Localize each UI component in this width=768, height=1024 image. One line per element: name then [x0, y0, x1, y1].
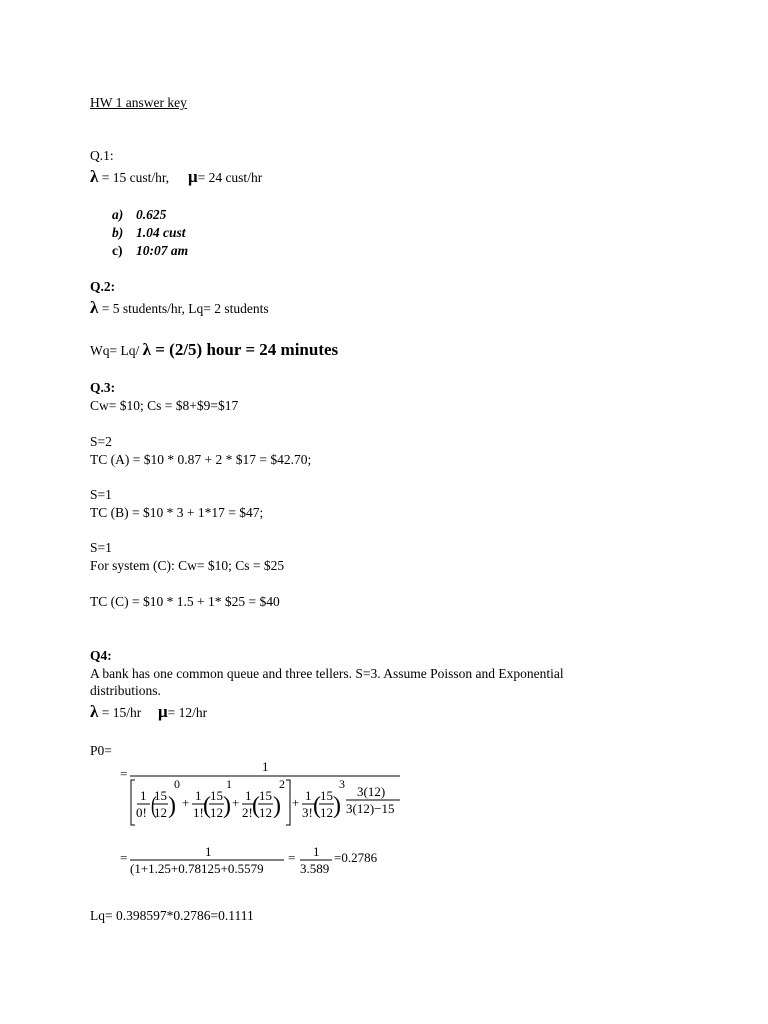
q3-tc-b: TC (B) = $10 * 3 + 1*17 = $47;: [90, 505, 264, 520]
left-bracket: [131, 780, 135, 825]
q4-lambda-text: = 15/hr: [98, 705, 142, 720]
term-denominator: 12: [259, 805, 272, 820]
q3-costs: Cw= $10; Cs = $8+$9=$17: [90, 398, 239, 413]
right-bracket: [286, 780, 290, 825]
factorial: 0!: [136, 805, 147, 820]
q3-system-c: For system (C): Cw= $10; Cs = $25: [90, 558, 285, 573]
q3-tc-a: TC (A) = $10 * 0.87 + 2 * $17 = $42.70;: [90, 452, 312, 467]
term-denominator: 12: [210, 805, 223, 820]
left-paren: (: [203, 793, 211, 819]
term-numerator: 1: [245, 788, 252, 803]
equals-sign: =: [288, 850, 296, 865]
exponent: 2: [279, 777, 285, 791]
plus-sign: +: [292, 795, 300, 810]
term-denominator: 12: [320, 805, 333, 820]
plus-sign: +: [182, 795, 190, 810]
denominator: (1+1.25+0.78125+0.5579: [130, 861, 264, 876]
left-paren: (: [151, 793, 157, 819]
numerator: 1: [205, 844, 212, 859]
list-marker: a): [112, 207, 124, 222]
plus-sign: +: [232, 795, 240, 810]
right-paren: ): [273, 793, 281, 819]
right-paren: ): [168, 793, 176, 819]
term-denominator: 3(12)−15: [346, 801, 395, 816]
mu-symbol: μ: [157, 702, 168, 721]
q4-mu-text: = 12/hr: [167, 705, 208, 720]
q2-heading: Q.2:: [90, 279, 116, 294]
left-paren: (: [252, 793, 260, 819]
numerator: 1: [262, 759, 269, 774]
q4-desc-line2: distributions.: [90, 683, 161, 698]
equals-sign: =: [120, 766, 128, 781]
page-title: HW 1 answer key: [90, 95, 187, 110]
answer-text: 0.625: [136, 207, 167, 222]
q1-lambda-text: = 15 cust/hr,: [98, 170, 170, 185]
q2-wq-prefix: Wq= Lq/: [90, 343, 143, 358]
list-marker: b): [112, 225, 124, 240]
numerator: 1: [313, 844, 320, 859]
q2-line1-text: = 5 students/hr, Lq= 2 students: [98, 301, 269, 316]
term-numerator: 1: [305, 788, 312, 803]
exponent: 3: [339, 777, 345, 791]
lambda-symbol: λ: [90, 702, 99, 721]
factorial: 2!: [242, 805, 253, 820]
term-numerator: 3(12): [357, 784, 386, 799]
denominator: 3.589: [300, 861, 330, 876]
term-numerator: 15: [320, 788, 333, 803]
right-paren: ): [333, 793, 341, 819]
term-numerator: 1: [195, 788, 202, 803]
q3-heading: Q.3:: [90, 380, 116, 395]
term-numerator: 15: [259, 788, 272, 803]
q3-s-c: S=1: [90, 540, 112, 555]
lambda-symbol: λ: [90, 167, 99, 186]
exponent: 1: [226, 777, 232, 791]
q4-desc-line1: A bank has one common queue and three tellers. S=3. Assume Poisson and Exponential: [90, 666, 564, 681]
factorial: 3!: [302, 805, 313, 820]
lambda-symbol: λ: [90, 298, 99, 317]
result-value: =0.2786: [334, 850, 378, 865]
q4-heading: Q4:: [90, 648, 112, 663]
equals-sign: =: [120, 850, 128, 865]
q1-heading: Q.1:: [90, 148, 114, 163]
q3-tc-c: TC (C) = $10 * 1.5 + 1* $25 = $40: [90, 594, 280, 609]
mu-symbol: μ: [187, 167, 198, 186]
term-denominator: 12: [154, 805, 167, 820]
answer-text: 10:07 am: [136, 243, 189, 258]
q3-s-a: S=2: [90, 434, 112, 449]
q3-s-b: S=1: [90, 487, 112, 502]
q4-p0-label: P0=: [90, 743, 112, 758]
q2-wq-result: = (2/5) hour = 24 minutes: [150, 340, 339, 359]
exponent: 0: [174, 777, 180, 791]
q1-mu-text: = 24 cust/hr: [197, 170, 263, 185]
lambda-symbol: λ: [142, 340, 151, 359]
left-paren: (: [313, 793, 321, 819]
q4-lq-line: Lq= 0.398597*0.2786=0.1111: [90, 908, 254, 923]
factorial: 1!: [193, 805, 204, 820]
right-paren: ): [223, 793, 231, 819]
answer-text: 1.04 cust: [136, 225, 186, 240]
term-numerator: 1: [140, 788, 147, 803]
term-numerator: 15: [154, 788, 167, 803]
term-numerator: 15: [210, 788, 223, 803]
list-marker: c): [112, 243, 123, 258]
